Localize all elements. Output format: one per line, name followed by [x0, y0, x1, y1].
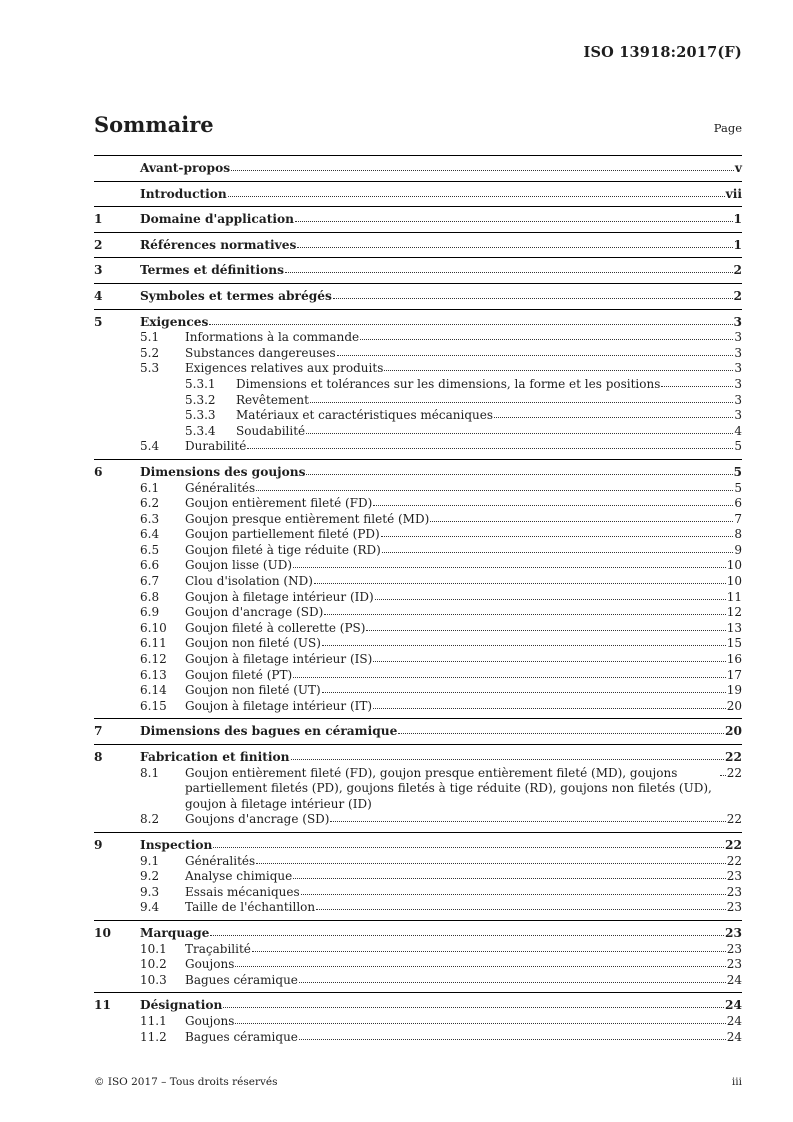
toc-dot-leader [306, 474, 732, 475]
toc-entry-page: 13 [726, 620, 742, 635]
toc-entry[interactable] [94, 424, 742, 440]
toc-entry-number: 10.1 [140, 941, 167, 956]
toc-entry-number: 9 [94, 837, 103, 852]
toc-entry[interactable] [94, 590, 742, 606]
toc-entry[interactable] [94, 699, 742, 715]
toc-entry-title: Inspection [140, 837, 213, 852]
toc-dot-leader [314, 583, 726, 584]
toc-entry-title: Goujon fileté à collerette (PS) [185, 620, 366, 635]
toc-dot-leader [316, 909, 726, 910]
toc-entry-number: 6.6 [140, 558, 160, 573]
toc-entry-number: 11.1 [140, 1013, 167, 1028]
toc-entry-page: 20 [726, 698, 742, 713]
toc-dot-leader [295, 221, 733, 222]
toc-dot-leader [373, 661, 725, 662]
toc-separator [94, 206, 742, 207]
toc-entry-page: 24 [726, 1029, 742, 1044]
toc-entry[interactable] [94, 668, 742, 684]
toc-entry-page: 23 [725, 925, 742, 940]
document-id: ISO 13918:2017(F) [583, 44, 742, 61]
toc-entry-number: 6.7 [140, 574, 160, 589]
toc-entry-title: Goujon à filetage intérieur (ID) [185, 589, 374, 604]
toc-entry-title: Soudabilité [236, 423, 306, 438]
toc-entry-number: 6.4 [140, 527, 160, 542]
toc-entry-page: 8 [734, 527, 742, 542]
toc-entry-page: 9 [734, 542, 742, 557]
toc-entry-title: Analyse chimique [185, 869, 293, 884]
toc-entry-title: Revêtement [236, 392, 309, 407]
toc-entry-title: Taille de l'échantillon [185, 900, 316, 915]
toc-entry-title: Goujon fileté à tige réduite (RD) [185, 542, 381, 557]
toc-entry-title: Exigences relatives aux produits [185, 361, 384, 376]
toc-entry[interactable] [94, 605, 742, 621]
toc-entry[interactable] [94, 439, 742, 455]
toc-entry-page: 6 [734, 496, 742, 511]
toc-entry-title: Dimensions des goujons [140, 464, 306, 479]
toc-entry-page: 23 [726, 957, 742, 972]
toc-entry-number: 10.2 [140, 957, 167, 972]
toc-entry-number: 6.12 [140, 652, 167, 667]
toc-dot-leader [337, 355, 734, 356]
toc-dot-leader [322, 692, 726, 693]
toc-entry[interactable] [94, 315, 742, 331]
toc-dot-leader [333, 298, 733, 299]
toc-entry-page: 3 [734, 392, 742, 407]
toc-entry-page: 22 [725, 750, 742, 764]
toc-entry-page: 16 [726, 652, 742, 667]
toc-entry[interactable] [94, 393, 742, 409]
toc-dot-leader [330, 821, 725, 822]
toc-entry-number: 9.3 [140, 884, 160, 899]
toc-entry[interactable] [94, 558, 742, 574]
toc-entry-number: 11.2 [140, 1029, 167, 1044]
toc-entry-title: Références normatives [140, 237, 297, 252]
toc-dot-leader [373, 505, 733, 506]
toc-entry-title: Goujon entièrement fileté (FD) [185, 496, 373, 511]
toc-separator [94, 155, 742, 156]
toc-separator [94, 309, 742, 310]
toc-entry[interactable] [94, 998, 742, 1014]
toc-separator [94, 283, 742, 284]
toc-entry-title: Informations à la commande [185, 330, 360, 345]
toc-entry-page: 17 [726, 667, 742, 682]
toc-entry-title: Goujon à filetage intérieur (IT) [185, 698, 373, 713]
toc-entry-title: Généralités [185, 480, 256, 495]
toc-entry[interactable] [94, 942, 742, 958]
title-row [94, 112, 742, 137]
toc-entry-title: Termes et définitions [140, 263, 284, 278]
toc-dot-leader [301, 894, 726, 895]
toc-entry-number: 5.3.3 [185, 408, 216, 423]
toc-entry-number: 5.4 [140, 439, 160, 454]
toc-entry-page: 4 [734, 423, 742, 438]
toc-entry[interactable] [94, 543, 742, 559]
toc-entry-number: 2 [94, 237, 103, 252]
toc-entry-number: 1 [94, 212, 103, 227]
toc-entry-title: Symboles et termes abrégés [140, 288, 332, 303]
toc-dot-leader [293, 677, 726, 678]
toc-entry-page: 24 [726, 1013, 742, 1028]
toc-dot-leader [398, 733, 724, 734]
toc-entry-title: Goujon presque entièrement fileté (MD) [185, 511, 430, 526]
toc-entry-number: 4 [94, 288, 103, 303]
toc-entry-page: 23 [726, 900, 742, 915]
toc-entry-page: 5 [734, 439, 742, 454]
toc-entry[interactable] [94, 512, 742, 528]
toc-entry-page: 3 [734, 408, 742, 423]
toc-entry-number: 6.14 [140, 683, 167, 698]
toc-dot-leader [720, 775, 726, 776]
toc-dot-leader [231, 170, 734, 171]
toc-entry[interactable] [94, 481, 742, 497]
toc-entry-page: v [734, 161, 742, 175]
toc-dot-leader [213, 847, 724, 848]
toc-entry-title: Marquage [140, 925, 210, 940]
toc-entry-page: vii [725, 186, 742, 201]
toc-dot-leader [256, 490, 733, 491]
toc-entry[interactable] [94, 926, 742, 942]
toc-separator [94, 744, 742, 745]
toc-entry-page: 3 [734, 361, 742, 376]
toc-entry-page: 7 [734, 511, 742, 526]
toc-dot-leader [235, 966, 725, 967]
toc-entry-page: 22 [726, 812, 742, 827]
toc-entry-number: 9.1 [140, 853, 160, 868]
toc-entry-title: Généralités [185, 853, 256, 868]
toc-entry-title: Goujon d'ancrage (SD) [185, 605, 324, 620]
toc-entry-title: Durabilité [185, 439, 247, 454]
toc-separator [94, 718, 742, 719]
toc-entry[interactable] [94, 574, 742, 590]
toc-dot-leader [247, 448, 733, 449]
toc-dot-leader [430, 521, 733, 522]
toc-entry-number: 9.4 [140, 900, 160, 915]
toc-entry-number: 5.2 [140, 345, 160, 360]
toc-entry[interactable] [94, 854, 742, 870]
toc-entry-title: Substances dangereuses [185, 345, 336, 360]
toc-entry[interactable] [94, 161, 742, 177]
toc-entry-number: 8.2 [140, 812, 160, 827]
toc-entry-title: Dimensions et tolérances sur les dimensions, la forme et les positions [236, 376, 661, 391]
toc-entry[interactable] [94, 621, 742, 637]
toc-entry[interactable] [94, 900, 742, 916]
toc-entry[interactable] [94, 683, 742, 699]
page-title: Sommaire [94, 112, 214, 137]
toc-entry-title: Goujon partiellement fileté (PD) [185, 527, 380, 542]
toc-dot-leader [299, 982, 726, 983]
toc-entry-title: Goujon entièrement fileté (FD), goujon presque entièrement fileté (MD), goujons partiellement filetés (PD), goujons filetés à tige réduite (RD), goujons non filetés (UD), goujon à filetage intérieur (ID) [185, 765, 712, 811]
toc-entry-page: 2 [733, 288, 742, 303]
toc-entry-number: 3 [94, 263, 103, 278]
toc-entry-page: 3 [734, 330, 742, 345]
toc-separator [94, 992, 742, 993]
toc-entry-page: 3 [733, 314, 742, 329]
toc-separator [94, 257, 742, 258]
toc-dot-leader [382, 552, 734, 553]
table-of-contents [94, 151, 742, 1045]
toc-entry-title: Fabrication et finition [140, 750, 290, 764]
toc-entry[interactable] [94, 361, 742, 377]
toc-entry[interactable] [94, 289, 742, 305]
toc-entry[interactable] [94, 377, 742, 393]
toc-entry-number: 6 [94, 464, 103, 479]
toc-entry-number: 5.1 [140, 330, 160, 345]
toc-entry-title: Désignation [140, 998, 223, 1013]
toc-entry[interactable] [94, 238, 742, 254]
toc-entry-number: 5.3.2 [185, 392, 216, 407]
footer [94, 1076, 742, 1088]
toc-entry-title: Goujons [185, 1013, 235, 1028]
toc-dot-leader [210, 935, 724, 936]
toc-entry-page: 23 [726, 869, 742, 884]
page-number: iii [731, 1076, 742, 1088]
toc-dot-leader [285, 272, 733, 273]
toc-dot-leader [223, 1007, 724, 1008]
toc-dot-leader [494, 417, 733, 418]
toc-separator [94, 832, 742, 833]
toc-entry[interactable] [94, 465, 742, 481]
toc-entry-page: 22 [726, 853, 742, 868]
toc-dot-leader [252, 951, 726, 952]
toc-dot-leader [322, 645, 726, 646]
toc-dot-leader [310, 402, 733, 403]
toc-entry-number: 7 [94, 724, 103, 739]
toc-entry[interactable] [94, 766, 742, 813]
toc-entry-number: 5.3.1 [185, 376, 216, 391]
toc-entry-title: Goujon non fileté (UT) [185, 683, 321, 698]
toc-entry-number: 6.9 [140, 605, 160, 620]
toc-dot-leader [360, 339, 733, 340]
toc-entry-title: Exigences [140, 314, 209, 329]
toc-entry[interactable] [94, 724, 742, 740]
toc-entry-number: 6.11 [140, 636, 167, 651]
toc-dot-leader [297, 247, 732, 248]
toc-entry[interactable] [94, 496, 742, 512]
toc-entry-number: 6.5 [140, 542, 160, 557]
toc-entry-number: 10.3 [140, 972, 167, 987]
toc-entry-title: Goujon lisse (UD) [185, 558, 293, 573]
toc-entry-number: 6.2 [140, 496, 160, 511]
toc-dot-leader [381, 536, 734, 537]
toc-separator [94, 181, 742, 182]
toc-entry-number: 6.3 [140, 511, 160, 526]
toc-entry-number: 6.15 [140, 698, 167, 713]
toc-entry-page: 1 [733, 237, 742, 252]
copyright-notice: © ISO 2017 – Tous droits réservés [94, 1076, 278, 1088]
toc-dot-leader [366, 630, 725, 631]
toc-entry[interactable] [94, 408, 742, 424]
toc-entry-title: Essais mécaniques [185, 884, 300, 899]
toc-entry-title: Goujons d'ancrage (SD) [185, 812, 330, 827]
toc-entry[interactable] [94, 187, 742, 203]
toc-separator [94, 232, 742, 233]
toc-entry-number: 10 [94, 925, 111, 940]
toc-dot-leader [235, 1023, 725, 1024]
toc-entry-title: Goujons [185, 957, 235, 972]
toc-entry-page: 22 [726, 765, 742, 780]
toc-entry-number: 6.13 [140, 667, 167, 682]
toc-dot-leader [324, 614, 725, 615]
toc-entry-page: 3 [734, 376, 742, 391]
toc-separator [94, 459, 742, 460]
toc-entry-page: 2 [733, 263, 742, 278]
toc-dot-leader [661, 386, 733, 387]
toc-dot-leader [293, 567, 726, 568]
toc-entry[interactable] [94, 838, 742, 854]
toc-dot-leader [291, 759, 725, 760]
toc-entry-title: Introduction [140, 186, 227, 201]
toc-dot-leader [373, 708, 726, 709]
toc-entry-page: 1 [733, 212, 742, 227]
toc-entry-number: 11 [94, 998, 111, 1013]
toc-entry-page: 24 [726, 972, 742, 987]
toc-entry-number: 8 [94, 750, 103, 764]
toc-dot-leader [375, 599, 726, 600]
toc-entry-number: 5.3.4 [185, 423, 216, 438]
toc-entry-title: Goujon à filetage intérieur (IS) [185, 652, 373, 667]
toc-entry-page: 23 [726, 941, 742, 956]
toc-entry-page: 15 [726, 636, 742, 651]
toc-entry-page: 22 [725, 837, 742, 852]
toc-entry-number: 5 [94, 314, 103, 329]
toc-entry-page: 10 [726, 558, 742, 573]
toc-entry-page: 19 [726, 683, 742, 698]
toc-entry[interactable] [94, 346, 742, 362]
toc-dot-leader [209, 324, 732, 325]
toc-entry[interactable] [94, 885, 742, 901]
toc-entry-title: Goujon fileté (PT) [185, 667, 293, 682]
toc-dot-leader [306, 433, 733, 434]
toc-entry-number: 9.2 [140, 869, 160, 884]
toc-entry[interactable] [94, 527, 742, 543]
toc-entry-page: 12 [726, 605, 742, 620]
toc-entry[interactable] [94, 652, 742, 668]
toc-entry-page: 10 [726, 574, 742, 589]
toc-entry[interactable] [94, 636, 742, 652]
toc-entry-title: Dimensions des bagues en céramique [140, 724, 398, 739]
page-column-label: Page [713, 121, 742, 135]
toc-entry-number: 6.1 [140, 480, 160, 495]
toc-entry[interactable] [94, 1030, 742, 1046]
toc-entry[interactable] [94, 973, 742, 989]
toc-dot-leader [299, 1039, 726, 1040]
toc-entry-number: 6.10 [140, 620, 167, 635]
toc-separator [94, 920, 742, 921]
toc-dot-leader [256, 863, 726, 864]
toc-entry-page: 5 [733, 464, 742, 479]
toc-entry[interactable] [94, 750, 742, 766]
toc-entry-page: 24 [725, 998, 742, 1013]
toc-entry-page: 11 [726, 589, 742, 604]
toc-entry-page: 23 [726, 884, 742, 899]
toc-dot-leader [384, 370, 733, 371]
toc-entry[interactable] [94, 812, 742, 828]
toc-entry[interactable] [94, 263, 742, 279]
toc-entry[interactable] [94, 1014, 742, 1030]
toc-entry-page: 20 [725, 724, 742, 739]
toc-entry-title: Goujon non fileté (US) [185, 636, 321, 651]
toc-dot-leader [228, 196, 725, 197]
toc-entry-page: 5 [734, 480, 742, 495]
toc-entry-title: Clou d'isolation (ND) [185, 574, 313, 589]
toc-entry-number: 8.1 [140, 765, 160, 780]
toc-entry-title: Domaine d'application [140, 212, 294, 227]
toc-entry-page: 3 [734, 345, 742, 360]
toc-entry[interactable] [94, 212, 742, 228]
toc-entry-number: 6.8 [140, 589, 160, 604]
toc-entry-title: Bagues céramique [185, 1029, 298, 1044]
toc-entry-title: Matériaux et caractéristiques mécaniques [236, 408, 494, 423]
toc-entry-number: 5.3 [140, 361, 160, 376]
toc-dot-leader [293, 878, 725, 879]
toc-entry[interactable] [94, 869, 742, 885]
toc-entry[interactable] [94, 957, 742, 973]
toc-entry-title: Avant-propos [140, 161, 231, 175]
toc-entry-title: Bagues céramique [185, 972, 298, 987]
toc-entry-title: Traçabilité [185, 941, 251, 956]
toc-entry[interactable] [94, 330, 742, 346]
